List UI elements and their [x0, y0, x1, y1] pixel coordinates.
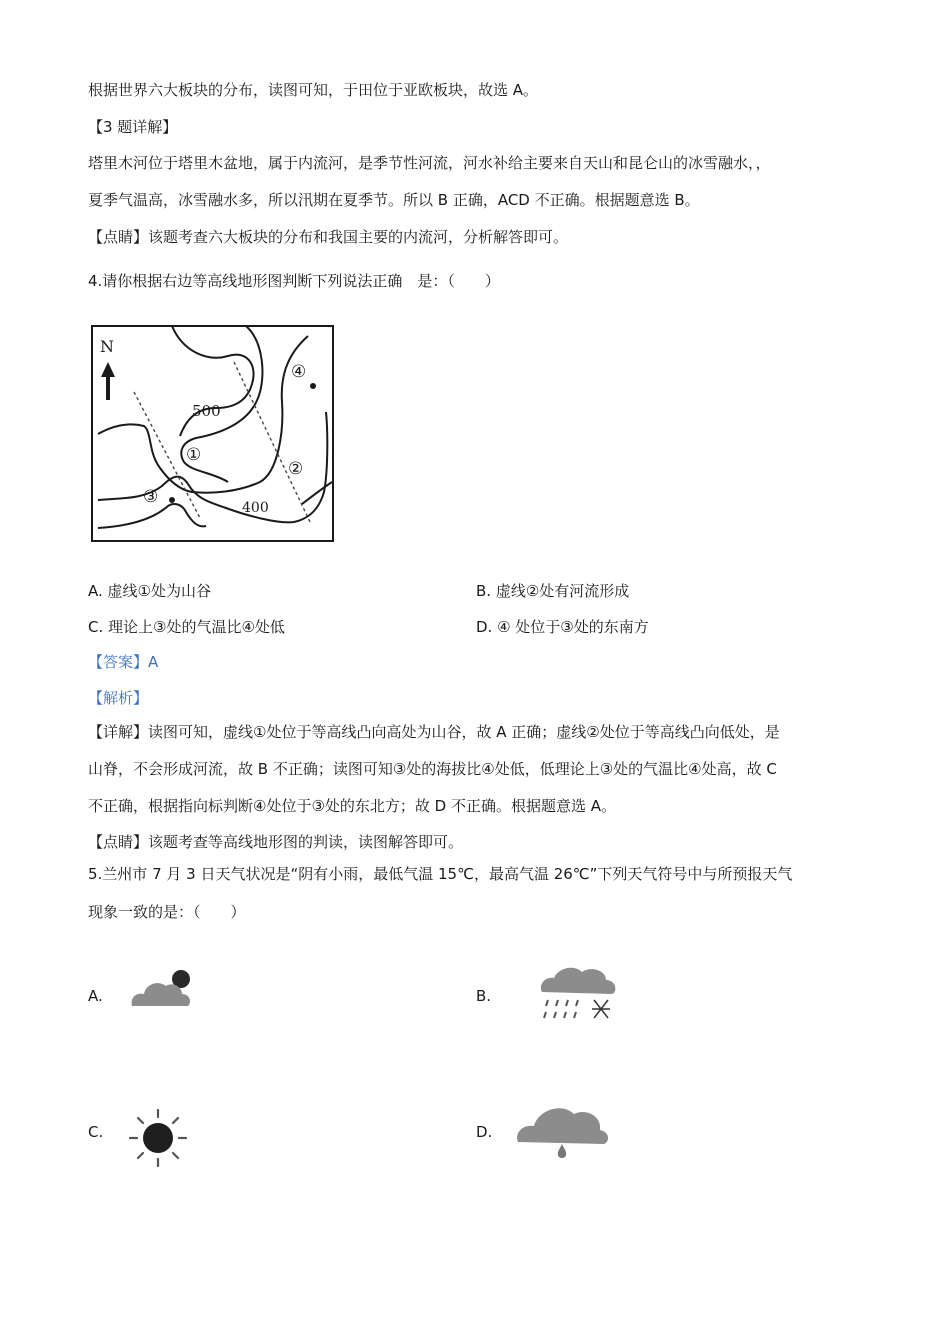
comment-q3: 【点睛】该题考查六大板块的分布和我国主要的内流河，分析解答即可。 — [88, 228, 569, 246]
sunny-icon — [122, 1104, 192, 1176]
marker-4: ④ — [291, 362, 307, 382]
weather-option-b-label: B. — [476, 987, 492, 1005]
text-line-summer-flood: 夏季气温高，冰雪融水多，所以汛期在夏季节。所以 B 正确，ACD 不正确。根据题意选 B。 — [88, 191, 700, 209]
rain-snow-icon — [536, 962, 620, 1028]
overcast-light-rain-icon — [514, 1100, 612, 1164]
question-4-stem: 4.请你根据右边等高线地形图判断下列说法正确 是：（ ） — [88, 272, 500, 290]
option-d: D. ④ 处位于③处的东南方 — [476, 618, 649, 636]
contour-map — [88, 322, 338, 544]
question-5-stem-line-2: 现象一致的是：（ ） — [88, 903, 246, 921]
weather-option-c-label: C. — [88, 1123, 104, 1141]
point-4-dot — [310, 383, 316, 389]
detail-line-1: 【详解】读图可知，虚线①处位于等高线凸向高处为山谷，故 A 正确；虚线②处位于等高线凸向低处，是 — [88, 723, 780, 741]
answer-label: 【答案】A — [88, 653, 159, 671]
marker-2: ② — [288, 459, 304, 479]
detail-line-2: 山脊，不会形成河流，故 B 不正确；读图可知③处的海拔比④处低，低理论上③处的气温比④处高，故 C — [88, 760, 777, 778]
point-3-dot — [169, 497, 175, 503]
question-5-stem-line-1: 5.兰州市 7 月 3 日天气状况是“阴有小雨，最低气温 15℃，最高气温 26℃”下列天气符号中与所预报天气 — [88, 865, 793, 883]
section-heading-q3-detail: 【3 题详解】 — [88, 118, 178, 136]
weather-option-a-label: A. — [88, 987, 103, 1005]
north-label: N — [100, 337, 114, 356]
analysis-label: 【解析】 — [88, 689, 149, 707]
option-a: A. 虚线①处为山谷 — [88, 582, 211, 600]
text-line-plate-answer: 根据世界六大板块的分布，读图可知，于田位于亚欧板块，故选 A。 — [88, 81, 539, 99]
option-c: C. 理论上③处的气温比④处低 — [88, 618, 285, 636]
contour-label-500: 500 — [192, 402, 221, 420]
option-b: B. 虚线②处有河流形成 — [476, 582, 630, 600]
weather-option-d-label: D. — [476, 1123, 493, 1141]
comment-q4: 【点睛】该题考查等高线地形图的判读，读图解答即可。 — [88, 833, 464, 851]
text-line-tarim-river: 塔里木河位于塔里木盆地，属于内流河，是季节性河流，河水补给主要来自天山和昆仑山的冰雪融水，， — [88, 154, 771, 172]
contour-label-400: 400 — [242, 500, 269, 516]
cloudy-night-icon — [128, 966, 194, 1014]
detail-line-3: 不正确，根据指向标判断④处位于③处的东北方；故 D 不正确。根据题意选 A。 — [88, 797, 617, 815]
marker-3: ③ — [143, 487, 159, 507]
marker-1: ① — [186, 445, 202, 465]
